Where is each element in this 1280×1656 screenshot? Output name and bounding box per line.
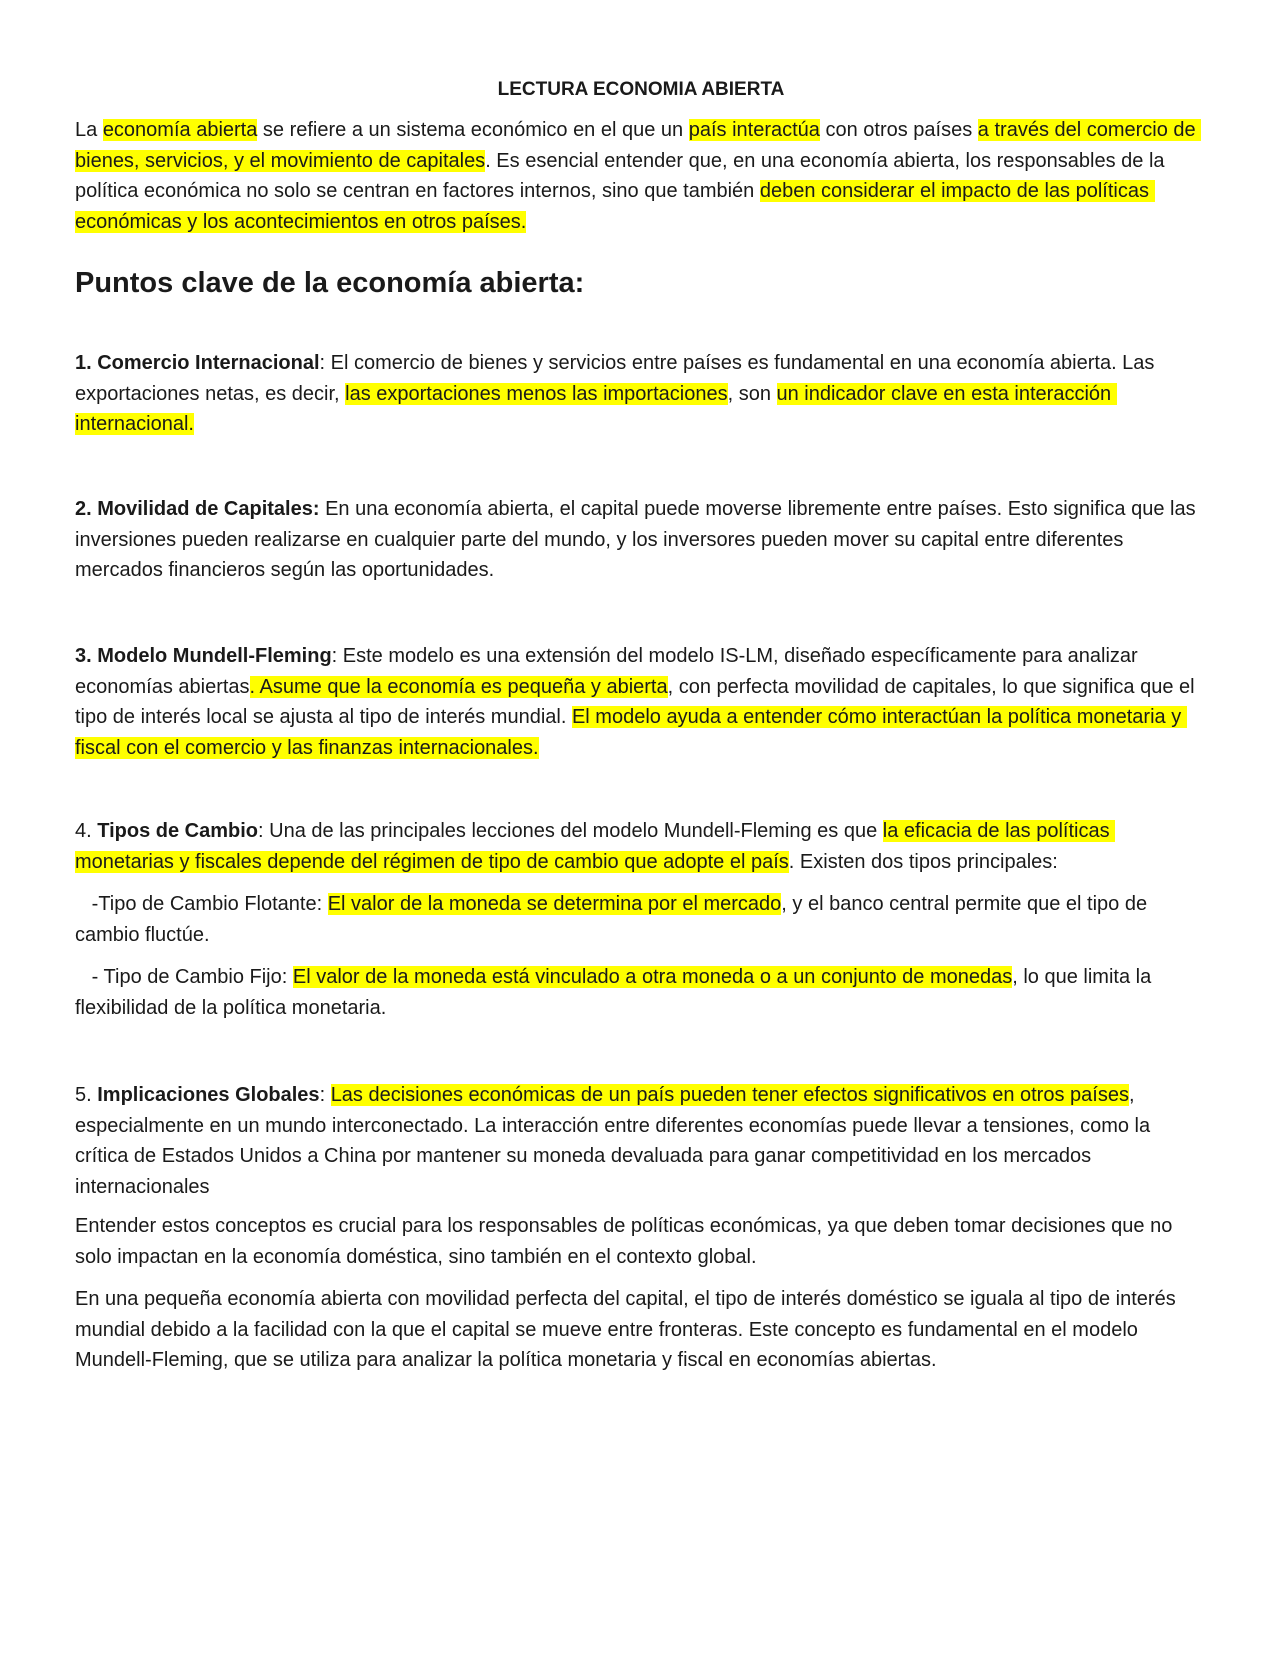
highlighted-text: El modelo ayuda a entender cómo interactúan la política monetaria y fiscal con el comercio y las finanzas internacionales. — [75, 706, 1187, 759]
point-modelo-mundell-fleming — [75, 641, 1207, 763]
section-heading: Puntos clave de la economía abierta: — [75, 267, 585, 299]
highlighted-text: las exportaciones menos las importaciones — [345, 382, 728, 405]
point-implicaciones-globales — [75, 1080, 1207, 1202]
text-run: En una pequeña economía abierta con movilidad perfecta del capital, el tipo de interés doméstico se iguala al tipo de interés mundial debido a la facilidad con la que el capital se mueve entre fronteras. Este concepto es fundamental en el modelo Mundell-Fleming, que se utiliza para analizar la política monetaria y fiscal en economías abiertas. — [75, 1288, 1182, 1371]
text-run: : Este modelo es una extensión del modelo IS-LM, diseñado específicamente para analizar economías abiertas — [75, 645, 1144, 698]
text-run: . Existen dos tipos principales: — [788, 850, 1058, 873]
text-run: En una economía abierta, el capital puede moverse libremente entre países. Esto significa que las inversiones pueden realizarse en cualquier parte del mundo, y los inversores pueden mover su capital entre diferentes mercados financieros según las oportunidades. — [75, 498, 1202, 581]
text-run: Entender estos conceptos es crucial para los responsables de políticas económicas, ya que deben tomar decisiones que no solo impactan en la economía doméstica, sino también en el contexto global. — [75, 1215, 1178, 1268]
text-run: 4. — [75, 820, 98, 842]
highlighted-text: El valor de la moneda se determina por el mercado — [327, 893, 782, 915]
highlighted-text: la eficacia de las políticas monetarias y fiscales depende del régimen de tipo de cambio que adopte el país — [75, 820, 1116, 873]
text-run: , especialmente en un mundo interconectado. La interacción entre diferentes economías puede llevar a tensiones, como la crítica de Estados Unidos a China por mantener su moneda devaluada para ganar competitividad en los mercados internacionales — [75, 1084, 1156, 1198]
highlighted-text: deben considerar el impacto de las políticas económicas y los acontecimientos en otros países. — [75, 180, 1155, 233]
point-movilidad-capitales — [75, 494, 1207, 586]
text-run: La — [75, 119, 103, 141]
highlighted-text: un indicador clave en esta interacción internacional. — [75, 382, 1117, 435]
tipo-cambio-fijo — [75, 962, 1207, 1023]
bold-label: Tipos de Cambio — [97, 820, 259, 842]
text-run: . Es esencial entender que, en una economía abierta, los responsables de la política económica no solo se centran en factores internos, sino que también — [75, 149, 1171, 202]
bold-label: 3. Modelo Mundell-Fleming — [75, 645, 332, 667]
text-run: 5. — [75, 1084, 98, 1106]
highlighted-text: economía abierta — [102, 119, 258, 141]
text-run: - Tipo de Cambio Fijo: — [75, 966, 293, 988]
bold-label: 1. Comercio Internacional — [75, 352, 320, 374]
text-run: : — [319, 1084, 331, 1106]
text-run: -Tipo de Cambio Flotante: — [75, 893, 328, 915]
final-paragraph — [75, 1284, 1207, 1376]
conclusion-paragraph — [75, 1211, 1207, 1272]
point-tipos-de-cambio — [75, 816, 1207, 877]
bold-label: 2. Movilidad de Capitales: — [75, 498, 320, 520]
highlighted-text: . Asume que la economía es pequeña y abierta — [249, 675, 668, 698]
text-run: , con perfecta movilidad de capitales, lo que significa que el tipo de interés local se ajusta al tipo de interés mundial. — [75, 675, 1201, 728]
text-run: , lo que limita la flexibilidad de la política monetaria. — [75, 966, 1157, 1019]
highlighted-text: país interactúa — [688, 119, 820, 141]
tipo-cambio-flotante — [75, 889, 1207, 950]
text-run: se refiere a un sistema económico en el que un — [257, 119, 689, 141]
bold-label: Implicaciones Globales — [97, 1084, 320, 1106]
document-title: LECTURA ECONOMIA ABIERTA — [497, 79, 785, 100]
text-run: : El comercio de bienes y servicios entre países es fundamental en una economía abierta. Las exportaciones netas, es decir, — [75, 352, 1160, 405]
text-run: , y el banco central permite que el tipo de cambio fluctúe. — [75, 893, 1153, 946]
text-run: con otros países — [819, 119, 978, 141]
text-run: : Una de las principales lecciones del modelo Mundell-Fleming es que — [258, 820, 883, 842]
point-comercio-internacional — [75, 348, 1207, 440]
highlighted-text: El valor de la moneda está vinculado a otra moneda o a un conjunto de monedas — [292, 966, 1013, 988]
highlighted-text: Las decisiones económicas de un país pueden tener efectos significativos en otros países — [330, 1084, 1129, 1106]
intro-paragraph — [75, 115, 1207, 237]
highlighted-text: a través del comercio de bienes, servicios, y el movimiento de capitales — [75, 119, 1202, 172]
text-run: , son — [727, 382, 777, 405]
